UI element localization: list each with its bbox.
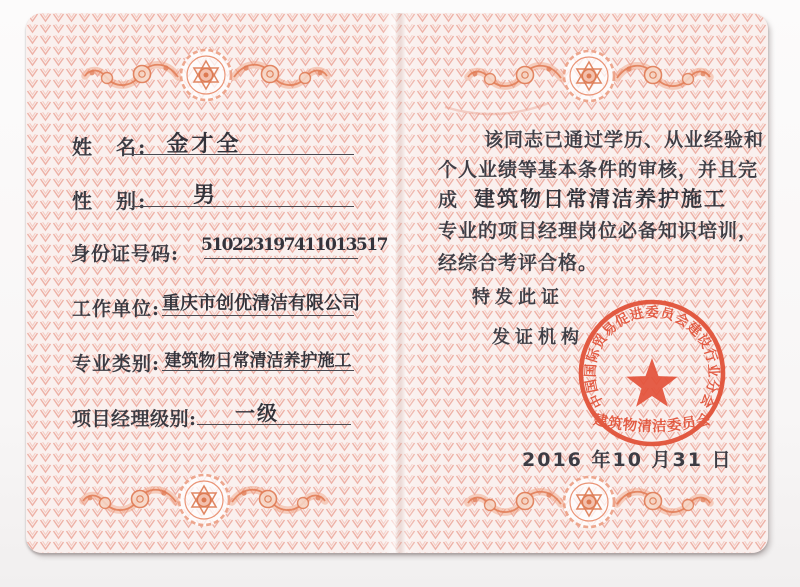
left-page — [26, 13, 397, 553]
name-label: 姓 名: — [72, 135, 148, 159]
manager-level-value: 一级 — [235, 401, 279, 425]
issuer-label: 发证机构 — [492, 327, 584, 348]
certificate-booklet — [26, 13, 768, 553]
certification-paragraph-line3 — [438, 183, 727, 213]
manager-level-label: 项目经理级别: — [72, 408, 197, 430]
id-number-label: 身份证号码: — [71, 243, 180, 265]
gender-label: 性 别: — [72, 189, 148, 213]
specialty-label: 专业类别: — [72, 353, 161, 375]
specialty-value: 建筑物日常清洁养护施工 — [164, 351, 352, 371]
line3-prefix: 成 — [438, 189, 459, 211]
id-number-value: 510223197411013517 — [201, 235, 387, 255]
certification-paragraph-line4: 专业的项目经理岗位必备知识培训， — [438, 220, 759, 242]
seal-ring-text: 中国国际贸易促进委员会建设行业分会 — [582, 304, 722, 411]
course-name-text: 建筑物日常清洁养护施工 — [474, 186, 728, 211]
certification-paragraph-line5: 经综合考评合格。 — [438, 252, 599, 274]
certification-paragraph-line1: 该同志已通过学历、从业经验和 — [484, 129, 765, 151]
certification-paragraph-line2: 个人业绩等基本条件的审核，并且完 — [438, 159, 759, 181]
employer-value: 重庆市创优清洁有限公司 — [162, 293, 360, 314]
seal-inner-text: 建筑物清洁委员会 — [591, 412, 713, 436]
gender-value: 男 — [192, 182, 215, 208]
name-value: 金才全 — [166, 131, 242, 157]
employer-label: 工作单位: — [72, 298, 161, 320]
issue-date: 2016 年10 月31 日 — [522, 449, 733, 471]
issue-statement: 特发此证 — [472, 287, 564, 308]
right-page — [397, 13, 768, 553]
